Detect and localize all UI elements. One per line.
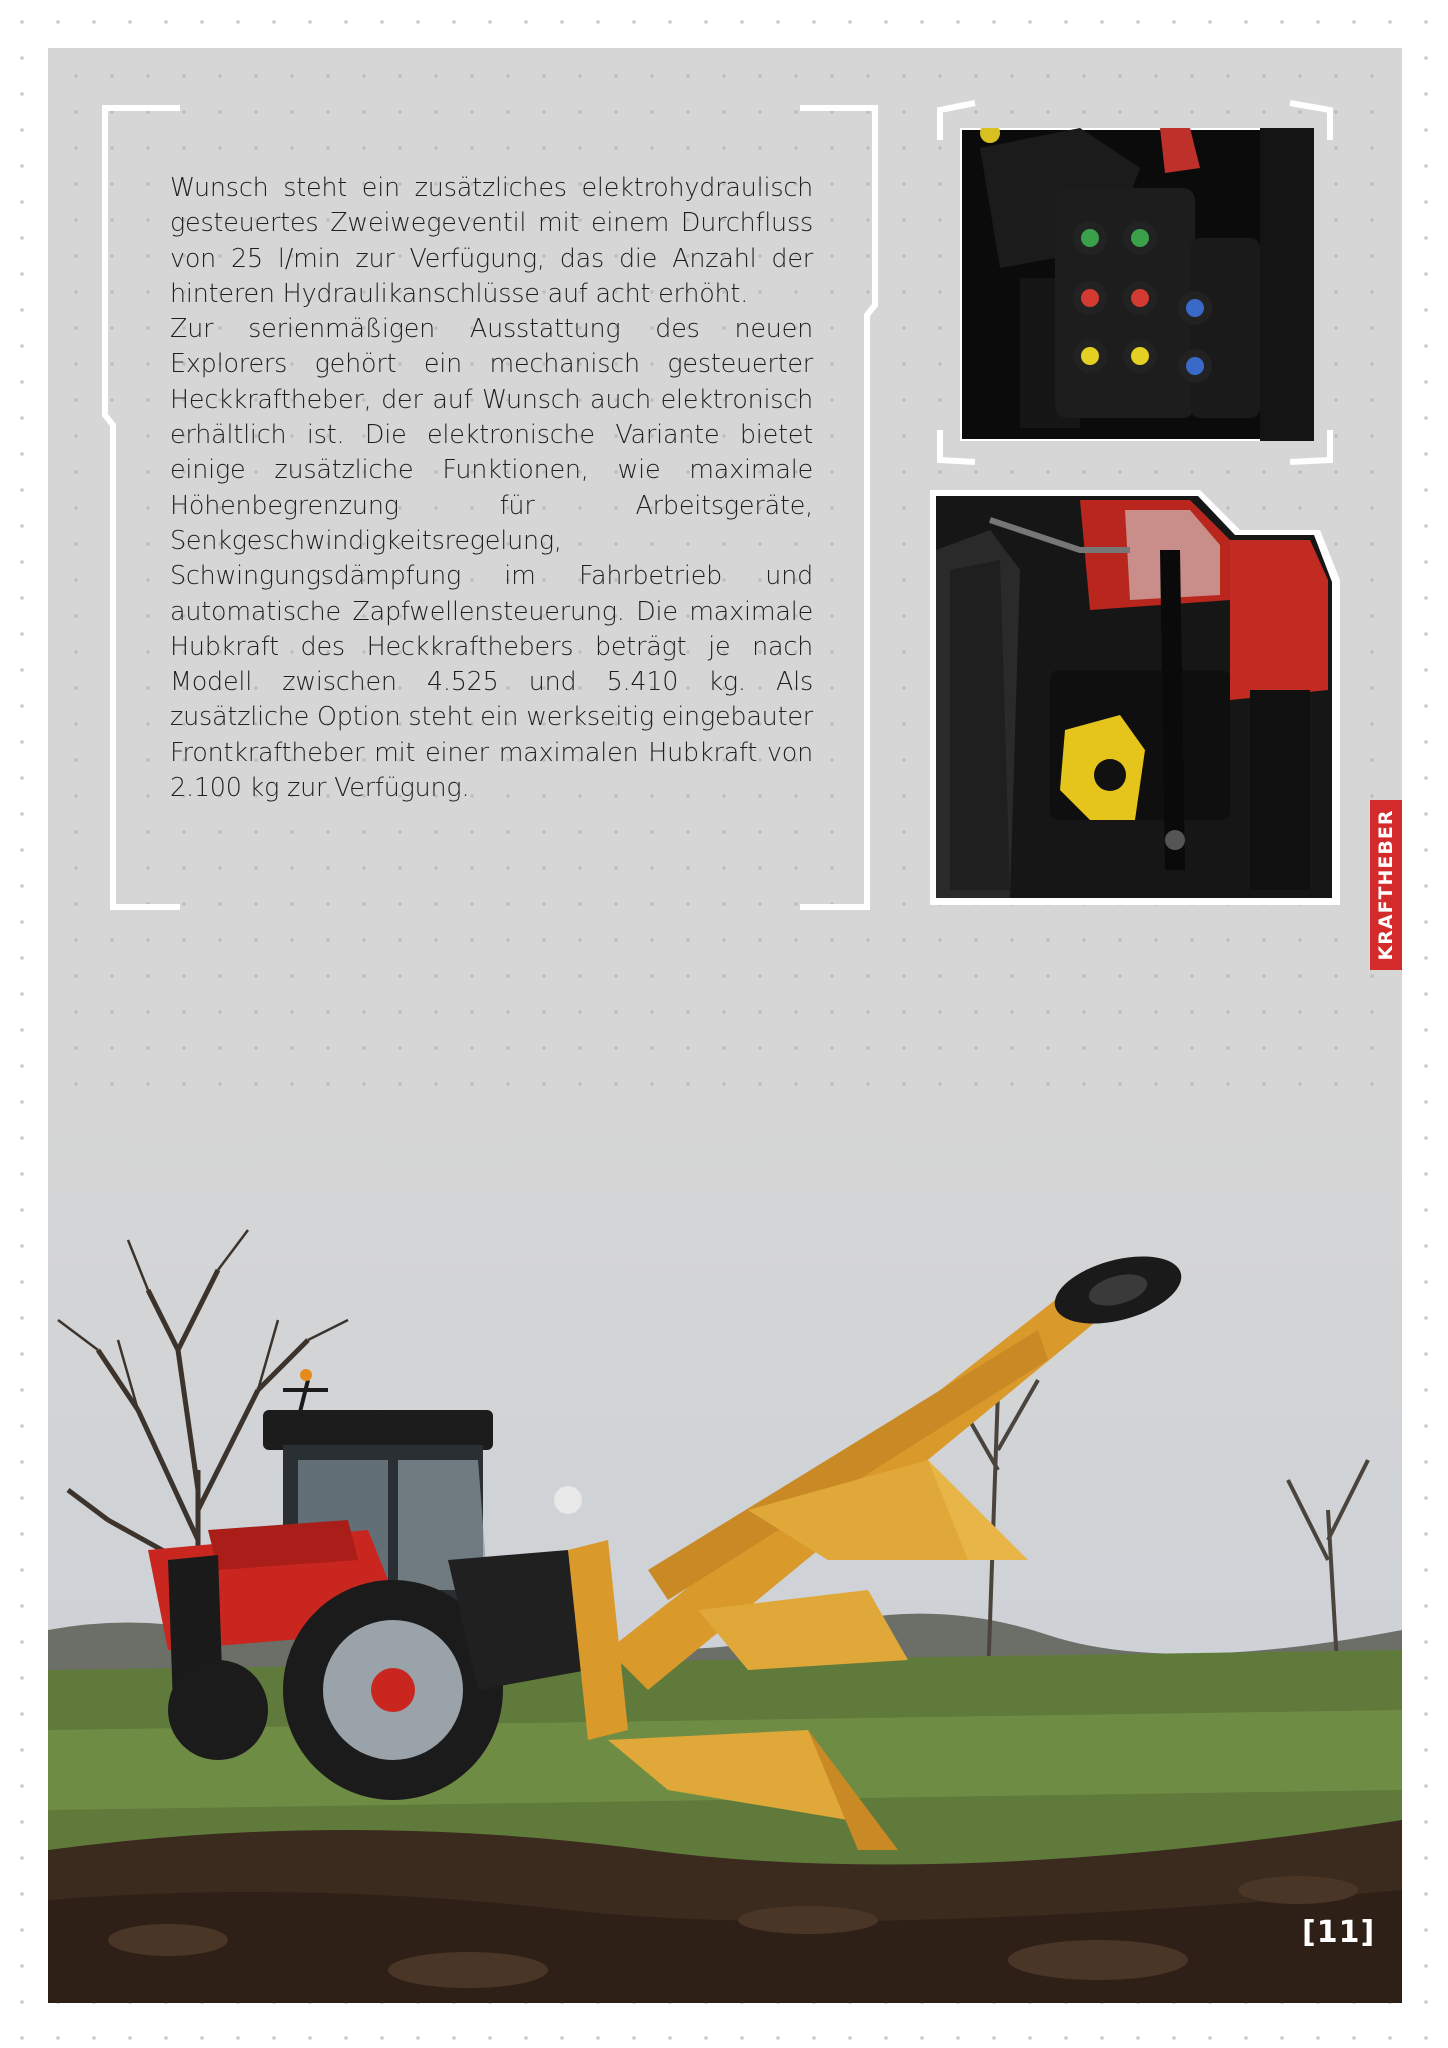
page-number: [11] (1302, 1915, 1376, 1950)
tractor-plough-photo (48, 1090, 1402, 2003)
hydraulic-couplers-photo (960, 128, 1314, 441)
article-paragraph-2: Zur serienmäßigen Ausstattung des neuen Explorers gehört ein mechanisch gesteuerter Heckkraftheber, der auf Wunsch auch elektronisch erhältlich ist. Die elektronische Variante bietet einige zusätzliche Funktionen, wie maximale Höhenbegrenzung für Arbeitsgeräte, Senkgeschwindigkeitsregelung, Schwingungsdämpfung im Fahrbetrieb und automatische Zapfwellensteuerung. Die maximale Hubkraft des Heckkrafthebers beträgt je nach Modell zwischen 4.525 und 5.410 kg. Als zusätzliche Option steht ein werkseitig eingebauter Frontkraftheber mit einer maximalen Hubkraft von 2.100 kg zur Verfügung. (170, 313, 813, 803)
front-linkage-photo (930, 490, 1340, 905)
article-paragraph-1: Wunsch steht ein zusätzliches elektrohydraulisch gesteuertes Zweiwegeventil mit einem Durchfluss von 25 l/min zur Verfügung, das die Anzahl der hinteren Hydraulikanschlüsse auf acht erhöht. (170, 172, 813, 308)
section-tab-label: KRAFTHEBER (1375, 809, 1397, 961)
article-body (170, 170, 813, 805)
section-tab (1370, 800, 1402, 970)
